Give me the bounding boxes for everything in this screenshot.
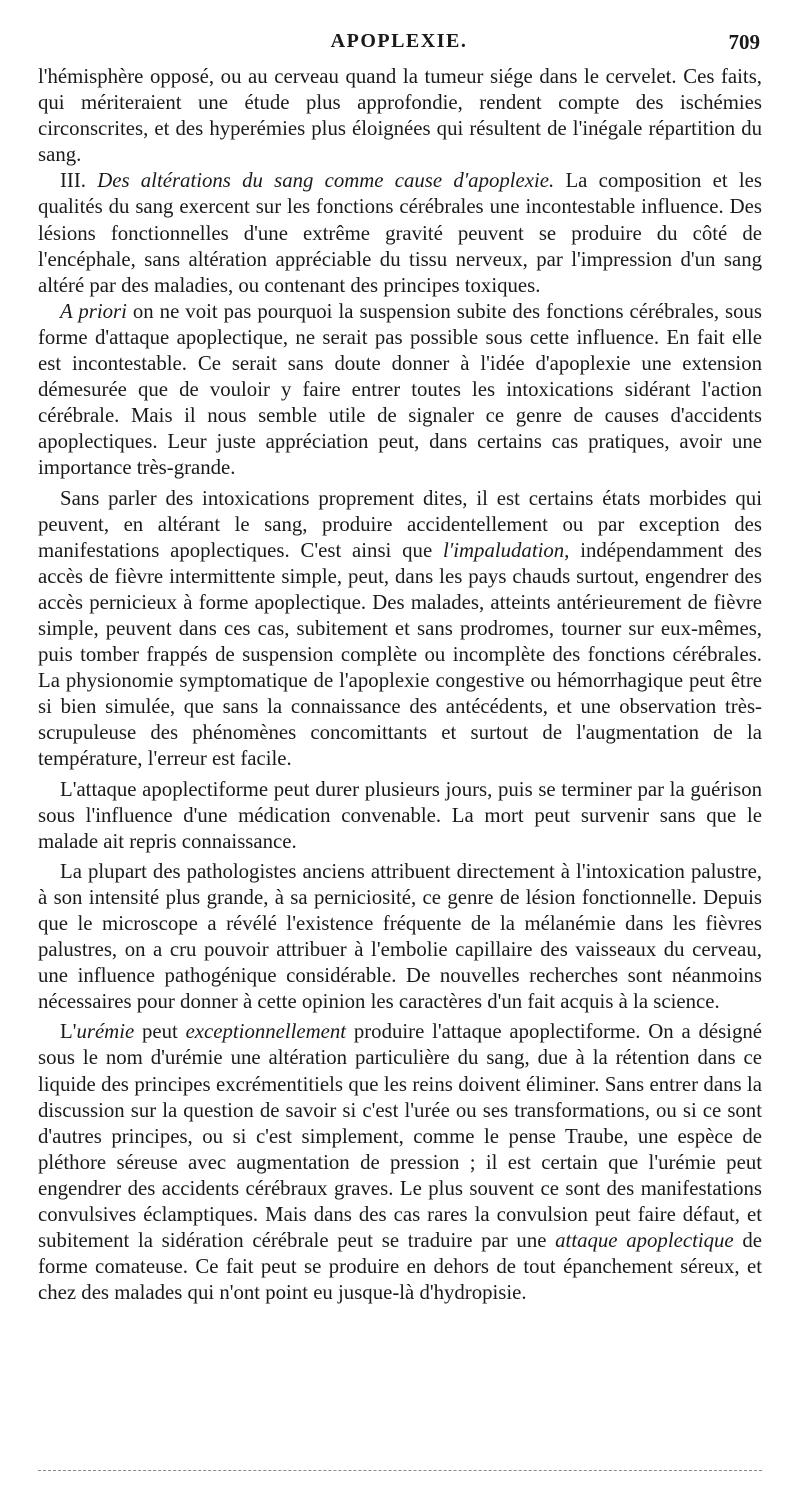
- text-run: on ne voit pas pourquoi la suspension subite des fonctions cérébrales, sous forme d'attaque apoplectique, ne serait pas possible sous cette influence. En fait elle est incontestable. Ce serait sans doute donner à l'idée d'apoplexie une extension démesurée que de vouloir y faire entrer toutes les intoxications sidérant l'action cérébrale. Mais il nous semble utile de signaler ce genre de causes d'accidents apoplectiques. Leur juste appréciation peut, dans certains cas pratiques, avoir une importance très-grande.: [38, 299, 762, 480]
- paragraph: [38, 1019, 762, 1306]
- italic-run: attaque apoplectique: [555, 1229, 734, 1253]
- paragraph: [38, 486, 762, 773]
- text-run: peut: [134, 1020, 186, 1044]
- italic-run: exceptionnellement: [185, 1020, 347, 1044]
- paragraph: L'attaque apoplectiforme peut durer plusieurs jours, puis se terminer par la guérison sous l'influence d'une médication convenable. La mort peut survenir sans que le malade ait repris connaissance.: [38, 777, 762, 853]
- paragraph: l'hémisphère opposé, ou au cerveau quand la tumeur siége dans le cervelet. Ces faits, qui mériteraient une étude plus approfondie, rendent compte des ischémies circonscrites, et des hyperémies plus éloignées qui résultent de l'inégale répartition du sang.: [38, 65, 762, 167]
- text-run: Sans parler des intoxications proprement dites, il est certains états morbides qui peuvent, en altérant le sang, produire accidentellement ou par exception des manifestations apoplectiques. C'est ainsi que: [38, 486, 762, 562]
- paragraph: La plupart des pathologistes anciens attribuent directement à l'intoxication palustre, à son intensité plus grande, à sa perniciosité, ce genre de lésion fonctionnelle. Depuis que le microscope a révélé l'existence fréquente de la mélanémie dans les fièvres palustres, on a cru pouvoir attribuer à l'embolie capillaire des vaisseaux du cerveau, une influence pathogénique considérable. De nouvelles recherches sont néanmoins nécessaires pour donner à cette opinion les caractères d'un fait acquis à la science.: [38, 859, 762, 1014]
- text-run: III.: [60, 169, 98, 193]
- footer-rule: [38, 1470, 762, 1471]
- italic-run: urémie: [76, 1020, 135, 1044]
- italic-run: l'impaludation,: [443, 538, 570, 562]
- running-header: [38, 30, 760, 60]
- paragraph: [38, 299, 762, 482]
- body-text: [38, 64, 762, 1306]
- paragraph: [38, 168, 762, 298]
- italic-run: A priori: [60, 299, 127, 323]
- text-run: L': [60, 1020, 77, 1044]
- italic-run: Des altérations du sang comme cause d'apoplexie.: [97, 169, 555, 193]
- page-number: 709: [728, 30, 760, 54]
- text-run: produire l'attaque apoplectiforme. On a désigné sous le nom d'urémie une altération particulière du sang, due à la rétention dans ce liquide des principes excrémentitiels que les reins doivent éliminer. Sans entrer dans la discussion sur la question de savoir si c'est l'urée ou ses transformations, ou si ce sont d'autres principes, ou si c'est simplement, comme le pense Traube, une espèce de pléthore séreuse avec augmentation de pression ; il est certain que l'urémie peut engendrer des accidents cérébraux graves. Le plus souvent ce sont des manifestations convulsives éclamptiques. Mais dans des cas rares la convulsion peut faire défaut, et subitement la sidération cérébrale peut se traduire par une: [38, 1020, 762, 1253]
- text-run: de forme comateuse. Ce fait peut se produire en dehors de tout épanchement séreux, et chez des malades qui n'ont point eu jusque-là d'hydropisie.: [38, 1229, 762, 1305]
- running-title: APOPLEXIE.: [330, 30, 468, 52]
- text-run: La composition et les qualités du sang exercent sur les fonctions cérébrales une incontestable influence. Des lésions fonctionnelles d'une extrême gravité peuvent se produire du côté de l'encéphale, sans altération appréciable du tissu nerveux, par l'impression d'un sang altéré par des maladies, ou contenant des principes toxiques.: [38, 169, 762, 297]
- text-run: indépendamment des accès de fièvre intermittente simple, peut, dans les pays chauds surtout, engendrer des accès pernicieux à forme apoplectique. Des malades, atteints antérieurement de fièvre simple, peuvent dans ces cas, subitement et sans prodromes, tourner sur eux-mêmes, puis tomber frappés de suspension complète ou incomplète des fonctions cérébrales. La physionomie symptomatique de l'apoplexie congestive ou hémorrhagique peut être si bien simulée, que sans la connaissance des antécédents, et une observation très-scrupuleuse des phénomènes concomittants et surtout de l'augmentation de la température, l'erreur est facile.: [38, 538, 763, 771]
